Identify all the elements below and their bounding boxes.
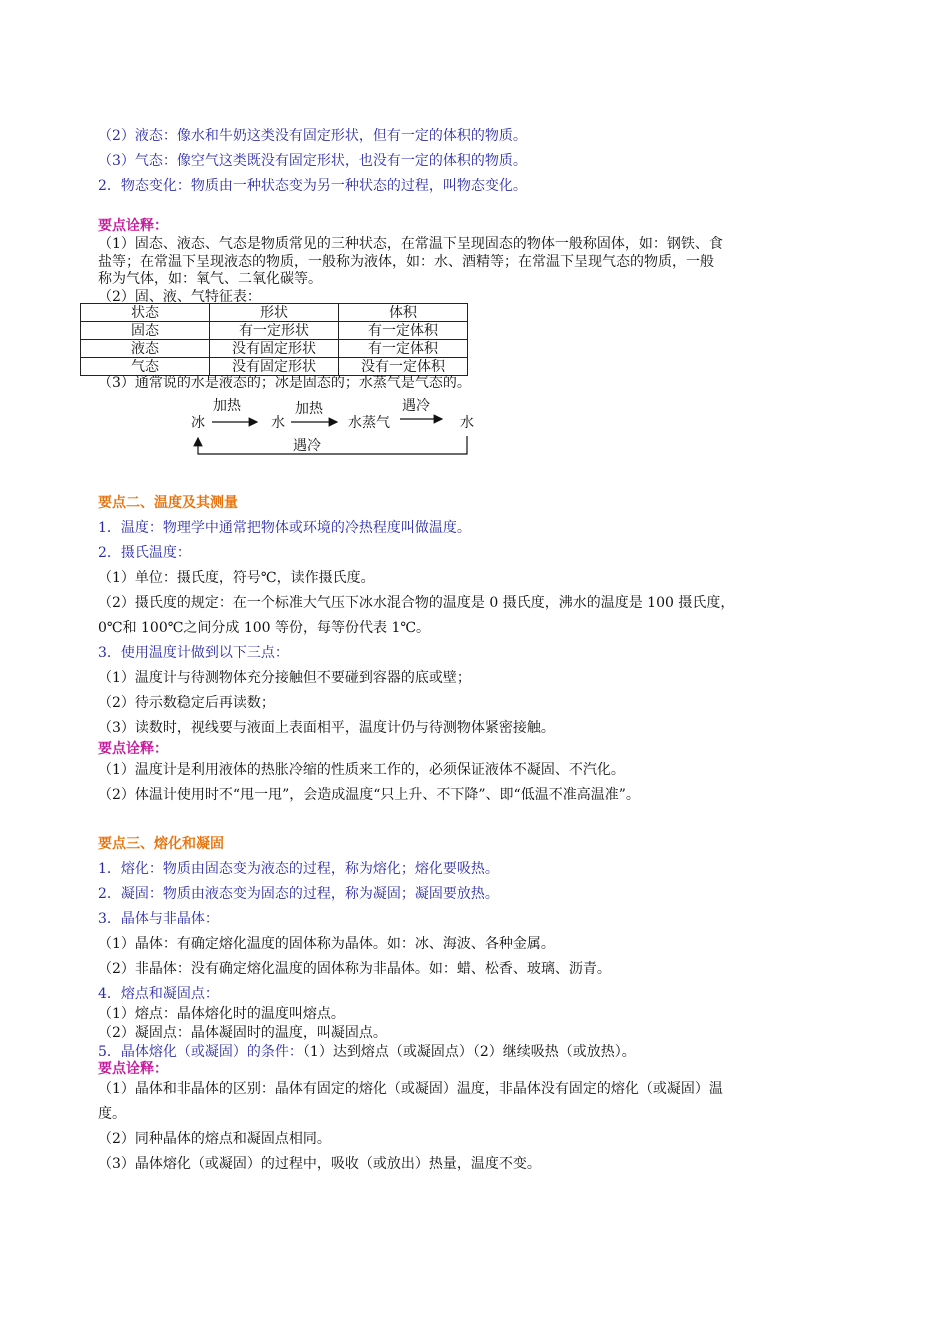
table-row bbox=[81, 322, 468, 340]
note-text: 称为气体，如：氧气、二氧化碳等。 bbox=[98, 271, 322, 287]
heat-label: 加热 bbox=[213, 398, 241, 414]
note-text: （2）同种晶体的熔点和凝固点相同。 bbox=[98, 1131, 331, 1147]
note-text: 度。 bbox=[98, 1106, 126, 1122]
cool-label: 遇冷 bbox=[293, 438, 321, 454]
body-text: （2）凝固点：晶体凝固时的温度，叫凝固点。 bbox=[98, 1025, 387, 1041]
gas-state-line: （3）气态：像空气这类既没有固定形状，也没有一定的体积的物质。 bbox=[98, 153, 527, 169]
water-label: 水 bbox=[271, 415, 285, 431]
liquid-state-line: （2）液态：像水和牛奶这类没有固定形状，但有一定的体积的物质。 bbox=[98, 128, 527, 144]
body-text: （1）晶体：有确定熔化温度的固体称为晶体。如：冰、海波、各种金属。 bbox=[98, 936, 555, 952]
subsection-heading: 4．熔点和凝固点： bbox=[98, 986, 219, 1002]
body-text: （1）单位：摄氏度，符号℃，读作摄氏度。 bbox=[98, 570, 375, 586]
return-arrow bbox=[198, 436, 467, 454]
water-label: 水 bbox=[460, 415, 474, 431]
state-change-diagram bbox=[185, 393, 485, 461]
note-title: 要点诠释： bbox=[98, 218, 168, 234]
subsection-heading: 3．晶体与非晶体： bbox=[98, 911, 219, 927]
solidification-definition: 2．凝固：物质由液态变为固态的过程，称为凝固；凝固要放热。 bbox=[98, 886, 499, 902]
note-text: 盐等；在常温下呈现液态的物质，一般称为液体，如：水、酒精等；在常温下呈现气态的物质，一般 bbox=[98, 254, 714, 270]
table-row bbox=[81, 340, 468, 358]
table-header-cell: 体积 bbox=[339, 304, 468, 322]
note-title: 要点诠释： bbox=[98, 1061, 168, 1077]
note-title: 要点诠释： bbox=[98, 741, 168, 757]
melting-conditions bbox=[98, 1042, 636, 1062]
cool-label: 遇冷 bbox=[402, 398, 430, 414]
note-text: （1）温度计是利用液体的热胀冷缩的性质来工作的，必须保证液体不凝固、不汽化。 bbox=[98, 762, 625, 778]
table-cell: 气态 bbox=[81, 358, 210, 376]
note-text: （1）固态、液态、气态是物质常见的三种状态，在常温下呈现固态的物体一般称固体，如：钢铁、食 bbox=[98, 236, 723, 252]
table-cell: 没有固定形状 bbox=[210, 340, 339, 358]
note-text: （1）晶体和非晶体的区别：晶体有固定的熔化（或凝固）温度，非晶体没有固定的熔化（或凝固）温 bbox=[98, 1081, 723, 1097]
table-cell: 没有一定体积 bbox=[339, 358, 468, 376]
body-text: （1）温度计与待测物体充分接触但不要碰到容器的底或壁； bbox=[98, 670, 471, 686]
temperature-definition: 1．温度：物理学中通常把物体或环境的冷热程度叫做温度。 bbox=[98, 520, 471, 536]
ice-label: 冰 bbox=[191, 415, 205, 431]
table-header-cell: 形状 bbox=[210, 304, 339, 322]
table-header-cell: 状态 bbox=[81, 304, 210, 322]
melting-definition: 1．熔化：物质由固态变为液态的过程，称为熔化；熔化要吸热。 bbox=[98, 861, 499, 877]
note-text: （2）体温计使用时不“甩一甩”，会造成温度“只上升、不下降”、即“低温不准高温准”。 bbox=[98, 787, 640, 803]
body-text: （3）读数时，视线要与液面上表面相平，温度计仍与待测物体紧密接触。 bbox=[98, 720, 555, 736]
subsection-heading: 5．晶体熔化（或凝固）的条件： bbox=[98, 1044, 303, 1060]
heat-label: 加热 bbox=[295, 401, 323, 417]
note-text: （2）固、液、气特征表： bbox=[98, 289, 261, 305]
table-cell: 液态 bbox=[81, 340, 210, 358]
note-text: （3）晶体熔化（或凝固）的过程中，吸收（或放出）热量，温度不变。 bbox=[98, 1156, 541, 1172]
state-change-line: 2．物态变化：物质由一种状态变为另一种状态的过程，叫物态变化。 bbox=[98, 178, 527, 194]
table-cell: 有一定体积 bbox=[339, 340, 468, 358]
body-text: （1）达到熔点（或凝固点）（2）继续吸热（或放热）。 bbox=[302, 1044, 636, 1060]
body-text: 0℃和 100℃之间分成 100 等份，每等份代表 1℃。 bbox=[98, 620, 431, 636]
body-text: （2）待示数稳定后再读数； bbox=[98, 695, 275, 711]
table-cell: 没有固定形状 bbox=[210, 358, 339, 376]
subsection-heading: 3．使用温度计做到以下三点： bbox=[98, 645, 289, 661]
body-text: （2）摄氏度的规定：在一个标准大气压下冰水混合物的温度是 0 摄氏度，沸水的温度是 100 摄氏度， bbox=[98, 595, 735, 611]
section-title: 要点三、熔化和凝固 bbox=[98, 836, 224, 852]
steam-label: 水蒸气 bbox=[348, 415, 390, 431]
state-characteristics-table bbox=[80, 303, 468, 376]
section-title: 要点二、温度及其测量 bbox=[98, 495, 238, 511]
note-text: （3）通常说的水是液态的；冰是固态的；水蒸气是气态的。 bbox=[98, 375, 471, 391]
table-cell: 固态 bbox=[81, 322, 210, 340]
body-text: （2）非晶体：没有确定熔化温度的固体称为非晶体。如：蜡、松香、玻璃、沥青。 bbox=[98, 961, 611, 977]
table-header-row bbox=[81, 304, 468, 322]
table-cell: 有一定体积 bbox=[339, 322, 468, 340]
body-text: （1）熔点：晶体熔化时的温度叫熔点。 bbox=[98, 1006, 345, 1022]
subsection-heading: 2．摄氏温度： bbox=[98, 545, 191, 561]
table-cell: 有一定形状 bbox=[210, 322, 339, 340]
